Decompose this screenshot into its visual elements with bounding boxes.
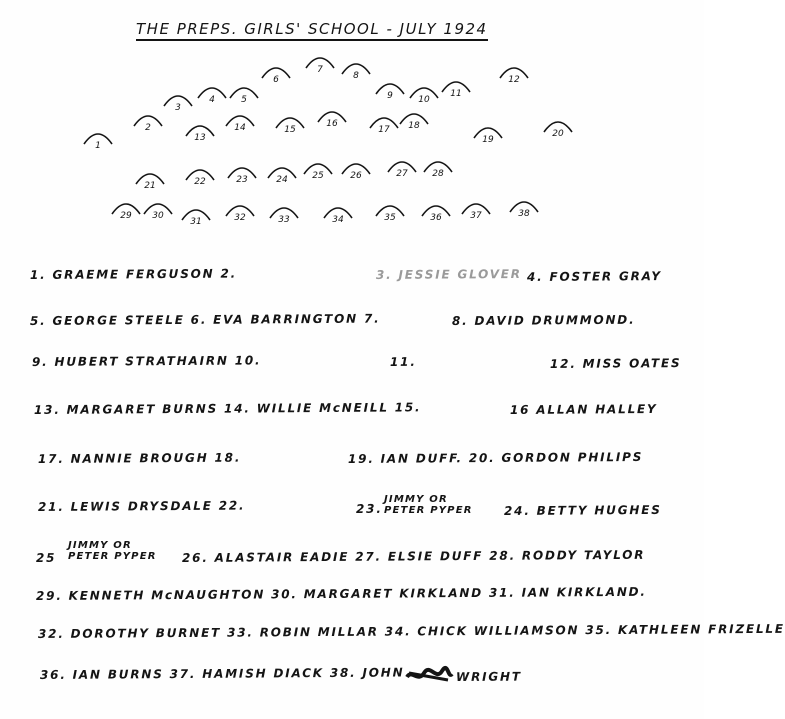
seat-number: 5: [241, 95, 247, 105]
seat-number: 29: [120, 211, 132, 221]
document-title: THE PREPS. GIRLS' SCHOOL - JULY 1924: [136, 20, 488, 41]
seat-number: 22: [194, 177, 206, 187]
legend-line-7-number: 25: [35, 550, 57, 565]
seat-number: 6: [273, 75, 279, 85]
seat-number: 9: [387, 91, 393, 101]
legend-line-10b: WRIGHT: [455, 669, 522, 684]
seat-number: 25: [312, 171, 324, 181]
legend-line-6a: 21. LEWIS DRYSDALE 22.: [37, 498, 246, 514]
seat-number: 11: [450, 89, 462, 99]
seat-number: 33: [278, 215, 290, 225]
seat-number: 37: [470, 211, 482, 221]
legend-line-3c: 12. MISS OATES: [549, 356, 682, 371]
legend-line-8: 29. KENNETH McNAUGHTON 30. MARGARET KIRKLAND 31. IAN KIRKLAND.: [35, 584, 647, 603]
seat-number: 34: [332, 215, 344, 225]
legend-line-2a: 5. GEORGE STEELE 6. EVA BARRINGTON 7.: [29, 311, 381, 328]
legend-line-1b: 3. JESSIE GLOVER: [375, 266, 522, 282]
seat-number: 19: [482, 135, 494, 145]
legend-line-7-alternatives: [68, 540, 157, 562]
seat-number: 21: [144, 181, 156, 191]
seat-number: 27: [396, 169, 408, 179]
legend-line-6b-alternatives: [384, 494, 473, 516]
legend-alt-top-2: JIMMY OR: [68, 540, 132, 551]
seat-number: 7: [317, 65, 323, 75]
legend-line-1c: 4. FOSTER GRAY: [526, 269, 662, 284]
legend-alt-top: JIMMY OR: [384, 494, 448, 505]
legend-line-7b: 26. ALASTAIR EADIE 27. ELSIE DUFF 28. RODDY TAYLOR: [181, 547, 646, 565]
seat-number: 17: [378, 125, 390, 135]
seat-number: 38: [518, 209, 530, 219]
seat-number: 36: [430, 213, 442, 223]
seat-number: 2: [145, 123, 151, 133]
legend-line-3b: 11.: [389, 354, 417, 369]
seat-number: 3: [175, 103, 181, 113]
seat-number: 15: [284, 125, 296, 135]
seat-number: 20: [552, 129, 564, 139]
seat-number: 28: [432, 169, 444, 179]
legend-line-5a: 17. NANNIE BROUGH 18.: [37, 450, 242, 466]
seat-number: 16: [326, 119, 338, 129]
seat-number: 8: [353, 71, 359, 81]
scribble-strikeout: [404, 665, 454, 687]
legend-line-6c: 24. BETTY HUGHES: [503, 502, 662, 518]
legend-alt-bottom: PETER PYPER: [384, 505, 473, 516]
legend-line-5b: 19. IAN DUFF. 20. GORDON PHILIPS: [347, 449, 644, 466]
seat-number: 30: [152, 211, 164, 221]
seat-number: 24: [276, 175, 288, 185]
legend-line-2b: 8. DAVID DRUMMOND.: [451, 312, 636, 328]
seat-number: 14: [234, 123, 246, 133]
seat-number: 12: [508, 75, 520, 85]
seat-number: 32: [234, 213, 246, 223]
legend-line-6b-number: 23.: [355, 501, 383, 516]
legend-line-1a: 1. GRAEME FERGUSON 2.: [29, 266, 238, 282]
seat-number: 31: [190, 217, 202, 227]
legend-line-4a: 13. MARGARET BURNS 14. WILLIE McNEILL 15.: [33, 400, 422, 417]
legend-alt-bottom-2: PETER PYPER: [68, 551, 157, 562]
seat-number: 18: [408, 121, 420, 131]
seat-number: 23: [236, 175, 248, 185]
seat-number: 13: [194, 133, 206, 143]
seat-number: 4: [209, 95, 215, 105]
seat-number: 1: [95, 141, 101, 151]
seating-diagram: [0, 0, 704, 250]
seat-number: 26: [350, 171, 362, 181]
legend-line-10a: 36. IAN BURNS 37. HAMISH DIACK 38. JOHN: [39, 665, 405, 682]
seat-number: 10: [418, 95, 430, 105]
legend-line-4b: 16 ALLAN HALLEY: [509, 401, 658, 417]
legend-line-3a: 9. HUBERT STRATHAIRN 10.: [31, 353, 262, 369]
legend-line-9: 32. DOROTHY BURNET 33. ROBIN MILLAR 34. CHICK WILLIAMSON 35. KATHLEEN FRIZELLE: [37, 621, 785, 641]
seat-number: 35: [384, 213, 396, 223]
